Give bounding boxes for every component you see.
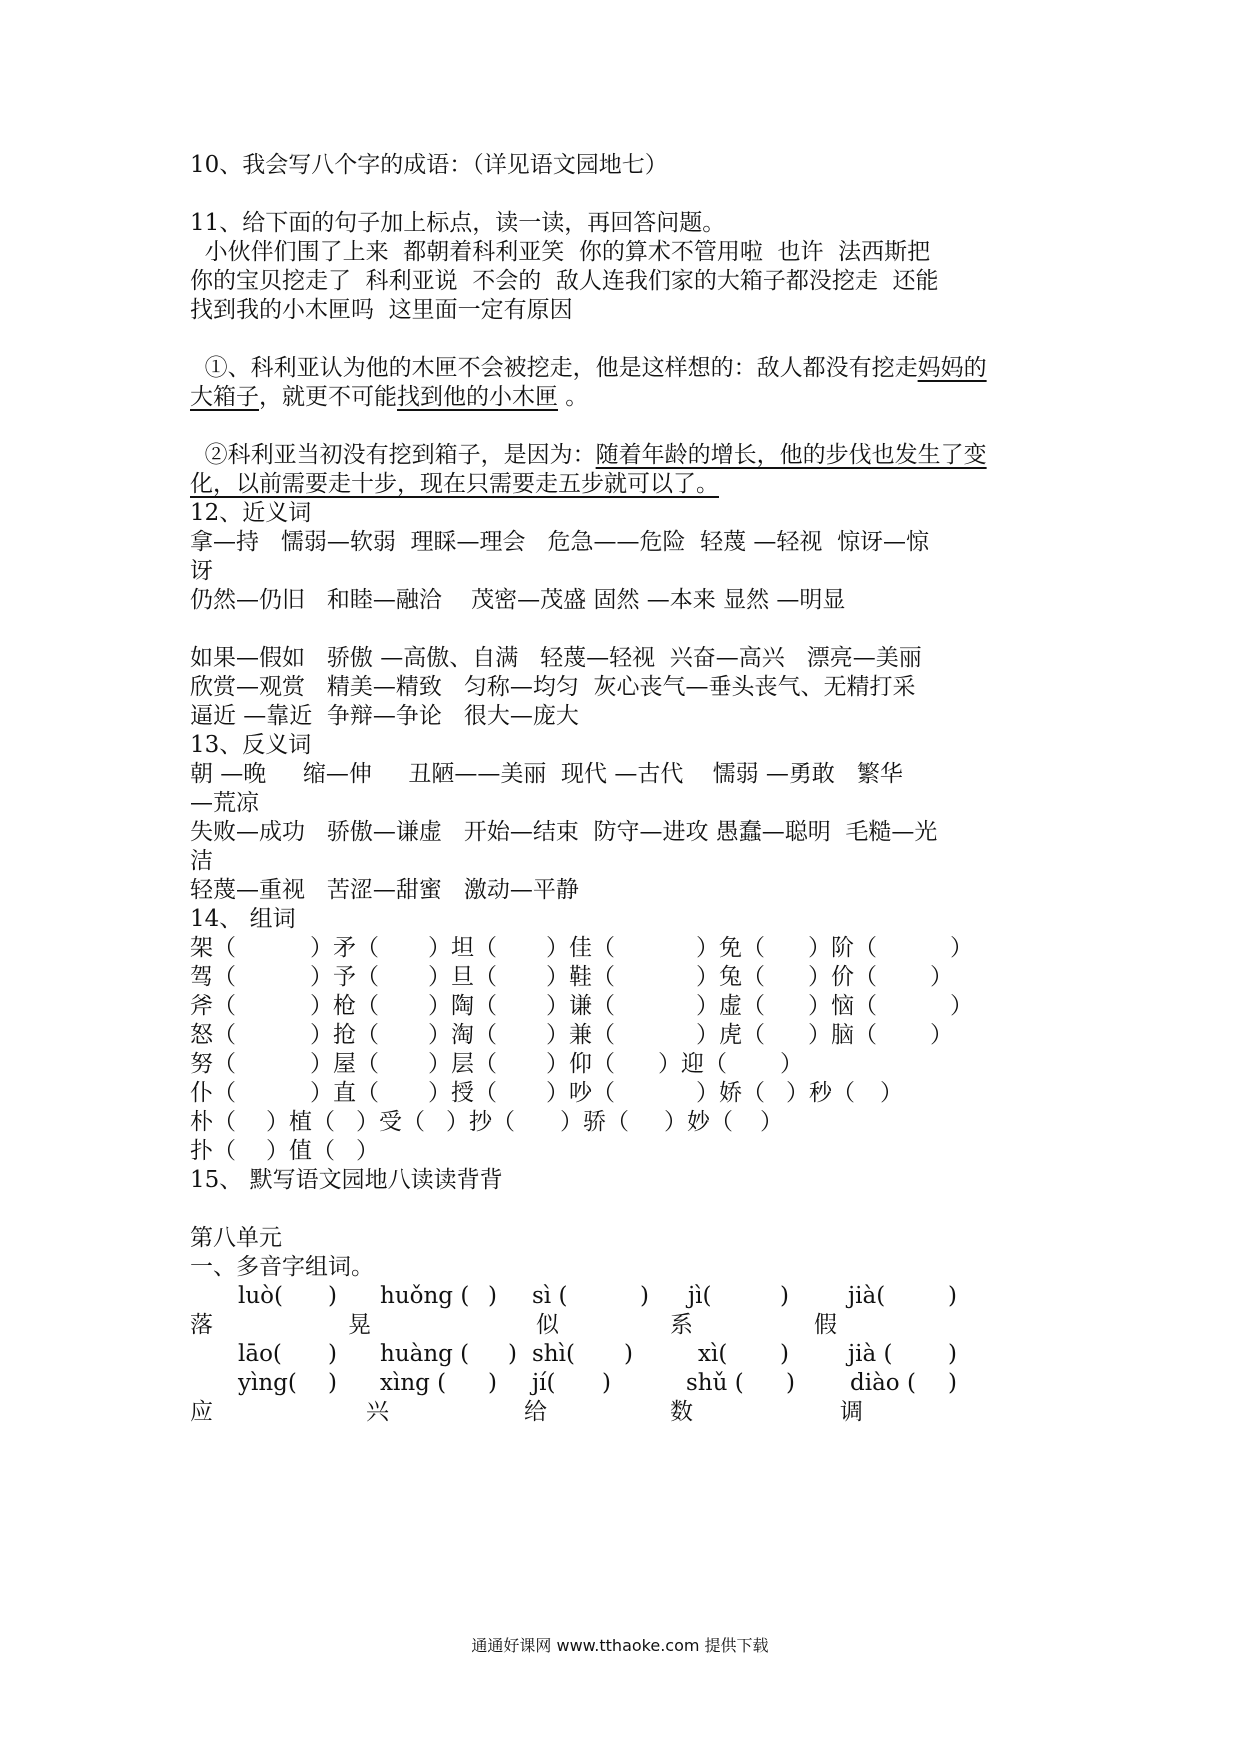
- page-footer: 通通好课网 www.tthaoke.com 提供下载: [471, 1636, 769, 1655]
- word-group-cell: ）予（: [310, 964, 379, 990]
- word-group-cell: ）植（: [266, 1109, 335, 1135]
- word-group-cell: ）免（: [696, 935, 765, 961]
- q11-answer-1-line: [190, 381, 1060, 413]
- character-cell: 假: [814, 1312, 837, 1338]
- pinyin-cell: ): [780, 1341, 789, 1367]
- word-group-cell: ）值（: [266, 1138, 335, 1164]
- word-group-cell: ）骄（: [560, 1109, 629, 1135]
- word-group-row: [190, 1135, 1060, 1167]
- word-group-row: [190, 1106, 1060, 1138]
- q11-answer-2-fill: 化，以前需要走十步，现在只需要走五步就可以了。: [190, 471, 719, 497]
- synonym-line: 仍然—仍旧 和睦—融洽 茂密—茂盛 固然 —本来 显然 —明显: [190, 587, 846, 613]
- word-group-cell: ）淘（: [428, 1022, 497, 1048]
- pinyin-cell: shǔ (: [686, 1370, 744, 1396]
- question-13-title: 13、反义词: [190, 732, 312, 758]
- pinyin-cell: ): [640, 1283, 649, 1309]
- pinyin-cell: ): [602, 1370, 611, 1396]
- word-group-cell: ）: [356, 1138, 379, 1164]
- character-cell: 兴: [366, 1399, 389, 1425]
- pinyin-cell: ): [948, 1370, 957, 1396]
- word-group-cell: ）价（: [808, 964, 877, 990]
- character-cell: 落: [190, 1312, 213, 1338]
- antonym-line: —荒凉: [190, 790, 259, 816]
- q11-answer-1-text: ①、科利亚认为他的木匣不会被挖走，他是这样想的：敌人都没有挖走: [190, 355, 918, 381]
- pinyin-cell: ): [624, 1341, 633, 1367]
- antonym-line: 轻蔑—重视 苦涩—甜蜜 激动—平静: [190, 877, 579, 903]
- pinyin-cell: huǒng (: [380, 1283, 470, 1309]
- pinyin-cell: ): [328, 1283, 337, 1309]
- pinyin-cell: ): [780, 1283, 789, 1309]
- synonym-line: 拿—持 懦弱—软弱 理睬—理会 危急——危险 轻蔑 —轻视 惊讶—惊: [190, 529, 930, 555]
- character-cell: 晃: [348, 1312, 371, 1338]
- q11-answer-1-text: ，就更不可能: [259, 384, 397, 410]
- word-group-cell: ）鞋（: [546, 964, 615, 990]
- pinyin-cell: ): [328, 1341, 337, 1367]
- synonym-line: 如果—假如 骄傲 —高傲、自满 轻蔑—轻视 兴奋—高兴 漂亮—美丽: [190, 645, 922, 671]
- word-group-cell: ）: [930, 1022, 953, 1048]
- word-group-cell: 仆（: [190, 1080, 236, 1106]
- pinyin-cell: ): [786, 1370, 795, 1396]
- pinyin-cell: ): [488, 1370, 497, 1396]
- pinyin-cell: xìng (: [380, 1370, 447, 1396]
- pinyin-row: [190, 1280, 1060, 1312]
- pinyin-cell: shì(: [532, 1341, 575, 1367]
- question-12-title: 12、近义词: [190, 500, 312, 526]
- character-cell: 应: [190, 1399, 213, 1425]
- pinyin-cell: ): [328, 1370, 337, 1396]
- word-group-cell: ）吵（: [546, 1080, 615, 1106]
- pinyin-cell: luò(: [238, 1283, 283, 1309]
- pinyin-cell: ): [488, 1283, 497, 1309]
- word-group-cell: 斧（: [190, 993, 236, 1019]
- question-11-title: 11、给下面的句子加上标点，读一读，再回答问题。: [190, 210, 726, 236]
- character-cell: 数: [670, 1399, 693, 1425]
- word-group-cell: ）恼（: [808, 993, 877, 1019]
- word-group-cell: ）娇（: [696, 1080, 765, 1106]
- word-group-cell: ）: [950, 993, 973, 1019]
- q11-answer-2-line: [190, 439, 1060, 471]
- word-group-cell: ）枪（: [310, 993, 379, 1019]
- word-group-cell: ）授（: [428, 1080, 497, 1106]
- word-group-cell: ）陶（: [428, 993, 497, 1019]
- word-group-row: [190, 990, 1060, 1022]
- question-10: 10、我会写八个字的成语：（详见语文园地七）: [190, 152, 668, 178]
- word-group-cell: ）兔（: [696, 964, 765, 990]
- pinyin-row: [190, 1367, 1060, 1399]
- word-group-cell: ）仰（: [546, 1051, 615, 1077]
- antonym-line: 洁: [190, 848, 213, 874]
- word-group-row: [190, 1077, 1060, 1109]
- word-group-cell: ）秒（: [786, 1080, 855, 1106]
- pinyin-cell: ): [948, 1341, 957, 1367]
- pinyin-cell: jià (: [848, 1341, 893, 1367]
- q11-answer-1-fill: 大箱子: [190, 384, 259, 410]
- pinyin-cell: ): [948, 1283, 957, 1309]
- pinyin-cell: ): [508, 1341, 517, 1367]
- word-group-cell: ）矛（: [310, 935, 379, 961]
- word-group-cell: 朴（: [190, 1109, 236, 1135]
- word-group-cell: ）受（: [356, 1109, 425, 1135]
- antonym-line: 失败—成功 骄傲—谦虚 开始—结束 防守—进攻 愚蠢—聪明 毛糙—光: [190, 819, 938, 845]
- word-group-cell: ）谦（: [546, 993, 615, 1019]
- character-cell: 系: [670, 1312, 693, 1338]
- word-group-cell: ）: [950, 935, 973, 961]
- word-group-cell: ）脑（: [808, 1022, 877, 1048]
- word-group-cell: ）佳（: [546, 935, 615, 961]
- q11-passage-line: 小伙伴们围了上来 都朝着科利亚笑 你的算术不管用啦 也许 法西斯把: [190, 239, 931, 265]
- word-group-cell: 架（: [190, 935, 236, 961]
- pinyin-cell: diào (: [850, 1370, 916, 1396]
- pinyin-cell: jí(: [532, 1370, 556, 1396]
- word-group-cell: ）阶（: [808, 935, 877, 961]
- antonym-line: 朝 —晚 缩—伸 丑陋——美丽 现代 —古代 懦弱 —勇敢 繁华: [190, 761, 903, 787]
- pinyin-cell: jià(: [848, 1283, 886, 1309]
- pinyin-cell: lāo(: [238, 1341, 282, 1367]
- word-group-row: [190, 1019, 1060, 1051]
- character-row: [190, 1309, 1060, 1341]
- word-group-cell: ）抄（: [446, 1109, 515, 1135]
- q11-answer-2-line: [190, 468, 1060, 500]
- synonym-line: 讶: [190, 558, 213, 584]
- word-group-cell: ）: [880, 1080, 903, 1106]
- synonym-line: 欣赏—观赏 精美—精致 匀称—均匀 灰心丧气—垂头丧气、无精打采: [190, 674, 916, 700]
- word-group-cell: ）抢（: [310, 1022, 379, 1048]
- pinyin-row: [190, 1338, 1060, 1370]
- word-group-cell: ）旦（: [428, 964, 497, 990]
- unit-8-subtitle: 一、多音字组词。: [190, 1254, 374, 1280]
- q11-answer-1-line: [190, 352, 1060, 384]
- word-group-cell: 扑（: [190, 1138, 236, 1164]
- q11-answer-1-fill: 妈妈的: [917, 355, 987, 381]
- word-group-cell: 怒（: [190, 1022, 236, 1048]
- question-15: 15、 默写语文园地八读读背背: [190, 1167, 503, 1193]
- word-group-cell: ）迎（: [658, 1051, 727, 1077]
- word-group-cell: ）虚（: [696, 993, 765, 1019]
- q11-answer-1-text: 。: [558, 384, 589, 410]
- q11-answer-1-fill: 找到他的小木匣: [397, 384, 558, 410]
- word-group-cell: ）兼（: [546, 1022, 615, 1048]
- word-group-row: [190, 932, 1060, 964]
- word-group-cell: ）虎（: [696, 1022, 765, 1048]
- word-group-cell: 驾（: [190, 964, 236, 990]
- word-group-row: [190, 1048, 1060, 1080]
- character-cell: 似: [536, 1312, 559, 1338]
- synonym-line: 逼近 —靠近 争辩—争论 很大—庞大: [190, 703, 579, 729]
- character-cell: 给: [524, 1399, 547, 1425]
- character-row: [190, 1396, 1060, 1428]
- word-group-cell: ）妙（: [664, 1109, 733, 1135]
- q11-passage-line: 你的宝贝挖走了 科利亚说 不会的 敌人连我们家的大箱子都没挖走 还能: [190, 268, 939, 294]
- pinyin-cell: xì(: [698, 1341, 728, 1367]
- q11-answer-2-fill: 随着年龄的增长，他的步伐也发生了变: [595, 442, 987, 468]
- unit-8-title: 第八单元: [190, 1225, 282, 1251]
- pinyin-cell: yìng(: [238, 1370, 297, 1396]
- character-cell: 调: [840, 1399, 863, 1425]
- word-group-cell: ）坦（: [428, 935, 497, 961]
- pinyin-cell: jì(: [688, 1283, 712, 1309]
- word-group-cell: 努（: [190, 1051, 236, 1077]
- word-group-cell: ）: [780, 1051, 803, 1077]
- pinyin-cell: huàng (: [380, 1341, 470, 1367]
- word-group-cell: ）: [760, 1109, 783, 1135]
- word-group-row: [190, 961, 1060, 993]
- q11-passage-line: 找到我的小木匣吗 这里面一定有原因: [190, 297, 573, 323]
- word-group-cell: ）直（: [310, 1080, 379, 1106]
- question-14-title: 14、 组词: [190, 906, 296, 932]
- word-group-cell: ）: [930, 964, 953, 990]
- word-group-cell: ）屋（: [310, 1051, 379, 1077]
- word-group-cell: ）层（: [428, 1051, 497, 1077]
- q11-answer-2-text: ②科利亚当初没有挖到箱子，是因为：: [190, 442, 596, 468]
- pinyin-cell: sì (: [532, 1283, 568, 1309]
